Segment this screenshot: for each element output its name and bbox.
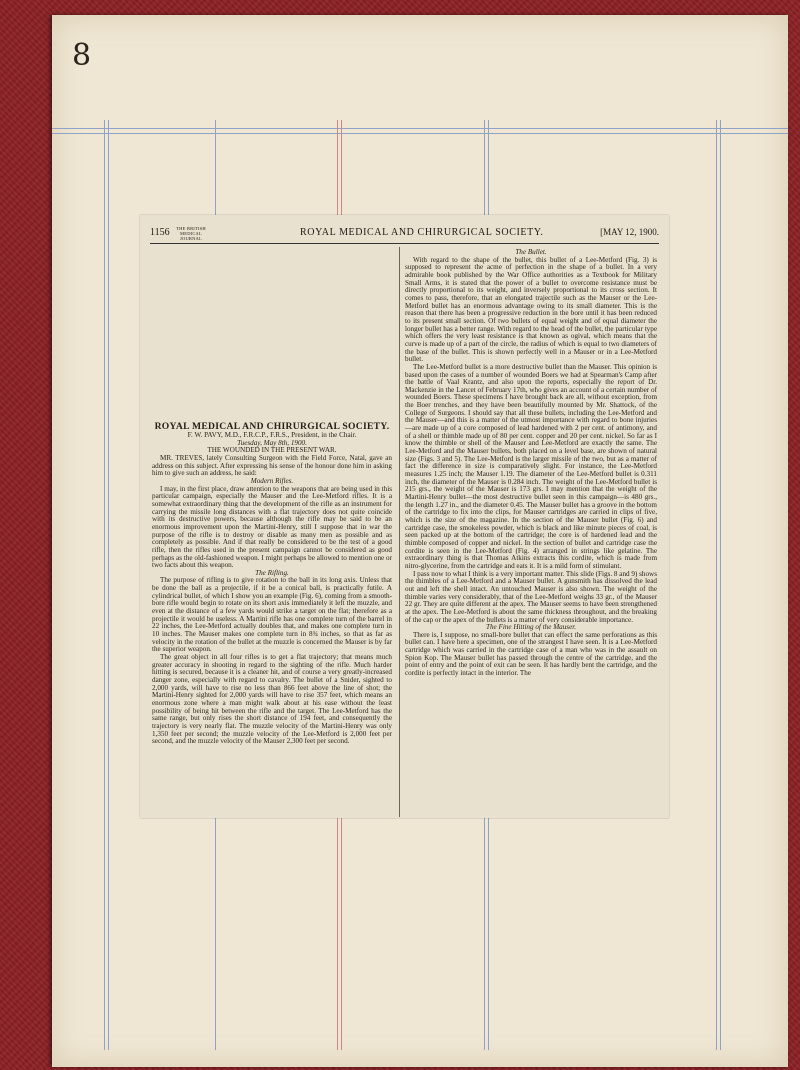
left-column: [152, 421, 392, 746]
issue-date: [MAY 12, 1900.: [600, 227, 659, 237]
paragraph: I may, in the first place, draw attention to the weapons that are being used in this particular campaign, especially the Mauser and the Lee-Metford rifles. It is a somewhat extraordinary thing that the development of the rifle as an instrument for carrying the missile long distances with a flat trajectory does not quite coincide with its destructive powers, because although the rifle may be said to be an enormous improvement upon the Martini-Henry, still I suppose that in war the purpose of the rifle is to destroy or disable as many men as possible and as completely as possible. And if that really be considered to be the test of a good rifle, then the rifles used in the present campaign cannot be considered as good perhaps as the old-fashioned weapon. I might perhaps be allowed to mention one or two facts about this weapon.: [152, 484, 392, 570]
ledger-rule-top-2: [52, 133, 788, 134]
journal-clipping: [140, 215, 669, 818]
paragraph: The Lee-Metford bullet is a more destructive bullet than the Mauser. This opinion is based upon the cases of a number of wounded Boers we had at Spearman's Camp after the battle of Vaal Krantz, and also upon the reports, especially the report of Dr. Mackenzie in the Lancet of February 17th, who gives an account of a certain number of wounded Boers. These specimens I have brought back are all, without exception, from the Boer trenches, and they have been beautifully mounted by Mr. Shattock, of the College of Surgeons. I should say that all these bullets, including the Lee-Metford and the Mauser—and this is a matter of the utmost importance with regard to bone injuries—are made up of a core composed of lead hardened with 2 per cent. of antimony, and of a shell or thimble made up of 80 per cent. copper and 20 per cent. nickel. So far as I know the thimble or shell of the Mauser and Lee-Metford are exactly the same. The Lee-Metford and the Mauser bullets, both placed on a level base, are shown of natural size (Figs. 3 and 5). The Lee-Metford is the larger missile of the two, but as a matter of fact the difference in size is comparatively slight. For instance, the Lee-Metford measures 1.25 inch; the Mauser 1.19. The diameter of the Lee-Metford bullet is 0.311 inch, the diameter of the Mauser is 0.284 inch. The weight of the Lee-Metford bullet is 215 grs., the weight of the Mauser is 173 grs. I may mention that the weight of the Martini-Henry bullet—the most destructive bullet seen in this campaign—is 480 grs., the length 1.27 in., and the diameter 0.45. The Mauser bullet has a groove in the bottom of the cartridge to fix into the clips, for Mauser cartridges are carried in clips of five, which is the size of the magazine. In the section of the Mauser bullet (Fig. 6) and cartridge case, the smokeless powder, which is black and like minute pieces of coal, is seen packed up at the bottom of the cartridge; the core is of hardened lead and the thimble composed of copper and nickel. In the section of bullet and cartridge case the cordite is seen in the Lee-Metford (Fig. 4) arranged in strings like gelatine. The extraordinary thing is that Thomas Atkins extracts this cordite, which is made from nitro-glycerine, from the cartridge and eats it. It is a mild form of stimulant.: [405, 362, 657, 570]
ledger-column-rule: [108, 120, 109, 1050]
paragraph: There is, I suppose, no small-bore bullet that can effect the same perforations as this bullet can. I have here a specimen, one of the strangest I have seen. It is a Lee-Metford cartridge which was carried in the cartridge case of a man who was in the assault on Spion Kop. The Mauser bullet has passed through the centre of the cartridge, and the point of entry and the point of exit can be seen. It has hardly bent the cartridge, and the cordite is perfectly intact in the interior. The: [405, 630, 657, 678]
column-divider: [399, 247, 400, 817]
left-column-blank-area: [152, 249, 392, 419]
paragraph: The purpose of rifling is to give rotation to the ball in its long axis. Unless that be done the ball as a projectile, if it be a conical ball, is practically futile. A cylindrical bullet, of which I show you an example (Fig. 6), coming from a smooth-bore rifle would begin to rotate on its short axis immediately it left the muzzle, and even at the distance of a few yards would strike a target on the flat; therefore as a projectile it would be useless. A Martini rifle has one complete turn of the barrel in 22 inches, the Lee-Metford actually doubles that, and makes one complete turn in 10 inches. The Mauser makes one complete turn in 8¾ inches, so that as far as velocity in the rotation of the bullet at the muzzle is concerned the Mauser is by far the superior weapon.: [152, 576, 392, 654]
running-head: [150, 227, 659, 244]
section-title-modern-rifles: Modern Rifles.: [250, 476, 294, 485]
ledger-column-rule: [716, 120, 717, 1050]
ledger-column-rule: [720, 120, 721, 1050]
page-number: 8: [72, 38, 92, 73]
article-heading: ROYAL MEDICAL AND CHIRURGICAL SOCIETY.: [154, 421, 390, 432]
chair-line: F. W. PAVY, M.D., F.R.C.P., F.R.S., President, in the Chair.: [187, 431, 357, 439]
section-title-rifling: The Rifling.: [255, 568, 289, 577]
intro-paragraph: MR. TREVES, lately Consulting Surgeon with the Field Force, Natal, gave an address on this subject. After expressing his sense of the honour done him in asking him to give such an address, he said:: [152, 453, 392, 478]
meeting-date: Tuesday, May 8th, 1900.: [237, 438, 307, 447]
subject-title: THE WOUNDED IN THE PRESENT WAR.: [207, 446, 337, 455]
section-title-fine-hitting: The Fine Hitting of the Mauser.: [485, 623, 577, 632]
right-column: [405, 249, 657, 678]
paragraph: With regard to the shape of the bullet, this bullet of a Lee-Metford (Fig. 3) is supposed to represent the acme of perfection in the shape of a bullet. In a very admirable book published by the War Office authorities as a Textbook for Military Small Arms, it is stated that the power of a bullet to overcome resistance must be directly proportional to its weight, and inversely proportional to its cross section. It comes to pass, therefore, that an elongated trajectile such as the Mauser or the Lee-Metford bullet has an enormous advantage owing to its small diameter. This is the reason that there has been a progressive reduction in the bore until it has been reduced to its present small section. Of two bullets of equal weight and of equal diameter the longer bullet has a better range. With regard to the head of the bullet, the particular type which offers the very least resistance is that known as ogival, which means that the curve is made up of a part of the circle, the radius of which is equal to two diameters of the base of the bullet. This is shown perfectly well in a Mauser or in a Lee-Metford bullet.: [405, 255, 657, 364]
ledger-column-rule: [104, 120, 105, 1050]
journal-name: THE BRITISH MEDICAL JOURNAL: [176, 226, 206, 241]
running-title: ROYAL MEDICAL AND CHIRURGICAL SOCIETY.: [300, 227, 544, 238]
ledger-rule-top: [52, 128, 788, 129]
section-title-bullet: The Bullet.: [515, 248, 547, 256]
paragraph: The great object in all four rifles is to get a flat trajectory; that means much greater accuracy in shooting in regard to the sighting of the rifle. Much harder hitting is secured, because it is a cleaner hit, and of course a very greatly-increased danger zone, especially with regard to cavalry. The bullet of a Snider, sighted to 2,000 yards, will have to rise no less than 866 feet above the line of shot; the Martini-Henry sighted for 2,000 yards will have to rise 357 feet, which means an enormous zone where a man might walk about at his ease without the least possibility of being hit between the rifle and the target. The Lee-Metford has the same range, but only rises the short distance of 194 feet, and consequently the trajectory is very nearly flat. The muzzle velocity of the Martini-Henry was only 1,350 feet per second; the muzzle velocity of the Lee-Metford is 2,000 feet per second, and the muzzle velocity of the Mauser 2,300 feet per second.: [152, 653, 392, 746]
paragraph: I pass now to what I think is a very important matter. This slide (Figs. 8 and 9) shows the thimbles of a Lee-Metford and a Mauser bullet. A gunsmith has dissolved the lead out and left the shell intact. An untouched Mauser is also shown. The weight of the thimble varies very considerably, that of the Lee-Metford weighs 33 gr., of the Mauser 22 gr. They are quite different at the apex. The Mauser seems to have been strengthened at the apex. The Lee-Metford is about the same thickness throughout, and the breaking of the cap or the apex of the bullets is a matter of very considerable importance.: [405, 569, 657, 624]
journal-page-number: 1156: [150, 227, 170, 238]
